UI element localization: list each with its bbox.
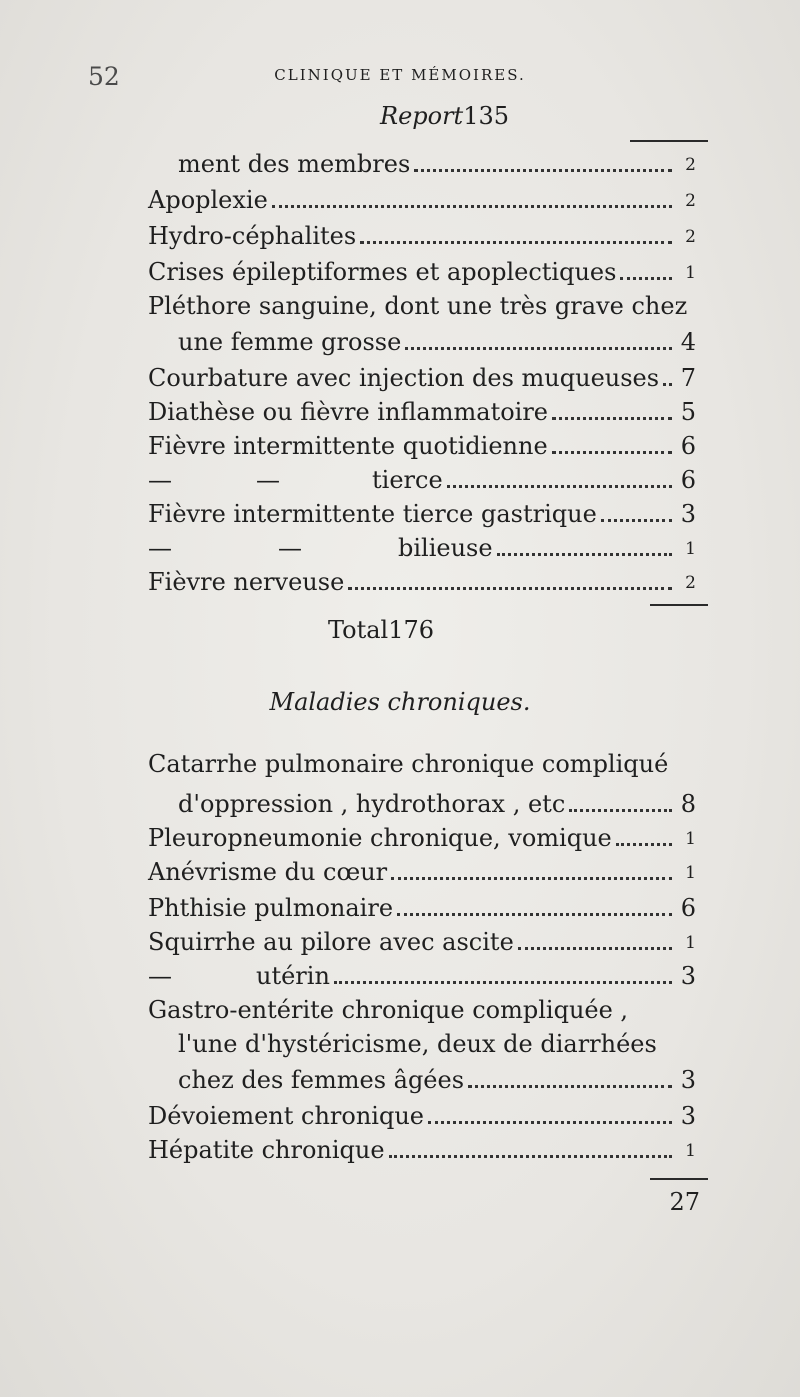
list-item: Apoplexie 2 xyxy=(148,186,696,214)
list-item: Phthisie pulmonaire 6 xyxy=(148,894,696,922)
page-number: 52 xyxy=(88,62,120,91)
list-item: Fièvre intermittente quotidienne 6 xyxy=(148,432,696,460)
list-item: — utérin 3 xyxy=(148,962,696,990)
list-item: ment des membres 2 xyxy=(178,150,696,178)
list-item: — — bilieuse 1 xyxy=(148,534,696,562)
page-header xyxy=(0,62,800,92)
report-label: Report xyxy=(380,102,464,130)
running-head: CLINIQUE ET MÉMOIRES. xyxy=(274,66,526,84)
list-item: Squirrhe au pilore avec ascite 1 xyxy=(148,928,696,956)
list-item: Crises épileptiformes et apoplectiques 1 xyxy=(148,258,696,286)
list-item: Catarrhe pulmonaire chronique compliqué xyxy=(148,750,669,778)
list-item: Anévrisme du cœur 1 xyxy=(148,858,696,886)
report-row xyxy=(380,96,696,130)
list-item: Diathèse ou fièvre inflammatoire 5 xyxy=(148,398,696,426)
list-item: d'oppression , hydrothorax , etc 8 xyxy=(178,790,696,818)
report-value: 135 xyxy=(463,102,510,130)
list-item: Pleuropneumonie chronique, vomique 1 xyxy=(148,824,696,852)
list-item: Dévoiement chronique 3 xyxy=(148,1102,696,1130)
rule xyxy=(650,604,708,606)
rule xyxy=(650,1178,708,1180)
list-item: chez des femmes âgées 3 xyxy=(178,1066,696,1094)
total-row xyxy=(328,610,696,644)
list-item: Hydro-céphalites 2 xyxy=(148,222,696,250)
section-title: Maladies chroniques. xyxy=(269,688,531,716)
total-value: 176 xyxy=(388,616,435,644)
list-item: Gastro-entérite chronique compliquée , xyxy=(148,996,629,1024)
list-item: une femme grosse 4 xyxy=(178,328,696,356)
total-label: Total xyxy=(328,616,389,644)
list-item: — — tierce 6 xyxy=(148,466,696,494)
list-item: Courbature avec injection des muqueuses 7 xyxy=(148,364,696,392)
rule xyxy=(630,140,708,142)
running-total: 27 xyxy=(669,1188,700,1216)
list-item: Hépatite chronique 1 xyxy=(148,1136,696,1164)
list-item: Pléthore sanguine, dont une très grave chez xyxy=(148,292,688,320)
list-item: Fièvre nerveuse 2 xyxy=(148,568,696,596)
list-item: l'une d'hystéricisme, deux de diarrhées xyxy=(178,1030,657,1058)
list-item: Fièvre intermittente tierce gastrique 3 xyxy=(148,500,696,528)
